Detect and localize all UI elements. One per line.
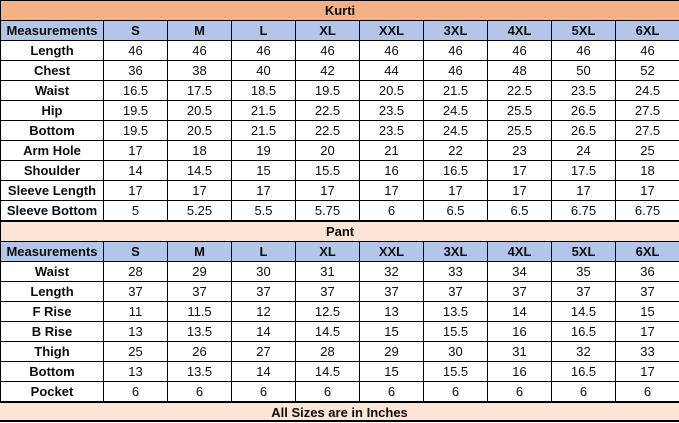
row-label: Sleeve Bottom: [1, 201, 104, 221]
measurement-value: 16: [488, 362, 552, 382]
measurement-value: 12.5: [296, 302, 360, 322]
measurement-value: 17: [232, 181, 296, 201]
measurement-value: 13.5: [168, 322, 232, 342]
measurement-value: 21.5: [232, 101, 296, 121]
measurement-value: 18: [168, 141, 232, 161]
measurement-value: 14.5: [552, 302, 616, 322]
table-title: Kurti: [1, 1, 679, 21]
measurement-value: 46: [296, 41, 360, 61]
measurement-value: 16.5: [104, 81, 168, 101]
measurement-value: 26: [168, 342, 232, 362]
measurement-value: 14: [104, 161, 168, 181]
row-label: Length: [1, 41, 104, 61]
measurement-value: 25.5: [488, 121, 552, 141]
measurement-value: 37: [232, 282, 296, 302]
row-label: Bottom: [1, 121, 104, 141]
measurement-value: 16.5: [552, 322, 616, 342]
table-title-row: [1, 222, 679, 242]
measurement-value: 23: [488, 141, 552, 161]
measurement-value: 15.5: [296, 161, 360, 181]
measurement-value: 17: [424, 181, 488, 201]
measurement-value: 30: [424, 342, 488, 362]
measurement-value: 23.5: [360, 101, 424, 121]
table-row: [1, 61, 679, 81]
measurement-value: 5: [104, 201, 168, 221]
row-label: Waist: [1, 262, 104, 282]
measurement-value: 30: [232, 262, 296, 282]
table-row: [1, 282, 679, 302]
measurement-value: 44: [360, 61, 424, 81]
measurement-value: 46: [104, 41, 168, 61]
measurement-value: 34: [488, 262, 552, 282]
measurement-value: 12: [232, 302, 296, 322]
measurement-value: 17: [616, 322, 679, 342]
measurement-value: 17: [104, 141, 168, 161]
measurement-value: 5.5: [232, 201, 296, 221]
measurement-value: 37: [488, 282, 552, 302]
measurement-value: 17: [616, 181, 679, 201]
size-header: XL: [296, 242, 360, 262]
measurement-value: 6: [296, 382, 360, 402]
measurement-value: 6.75: [552, 201, 616, 221]
size-header: XL: [296, 21, 360, 41]
units-note: All Sizes are in Inches: [0, 402, 679, 422]
measurement-value: 35: [552, 262, 616, 282]
measurement-value: 6: [104, 382, 168, 402]
measurement-value: 26.5: [552, 121, 616, 141]
table-row: [1, 161, 679, 181]
measurement-value: 29: [360, 342, 424, 362]
size-header: 6XL: [616, 242, 679, 262]
measurement-value: 17: [296, 181, 360, 201]
measurement-value: 21: [360, 141, 424, 161]
measurement-value: 24.5: [424, 121, 488, 141]
measurement-value: 32: [360, 262, 424, 282]
table-row: [1, 262, 679, 282]
row-label: Shoulder: [1, 161, 104, 181]
measurement-value: 19: [232, 141, 296, 161]
table-row: [1, 81, 679, 101]
table-row: [1, 201, 679, 221]
table-row: [1, 121, 679, 141]
table-title: Pant: [1, 222, 679, 242]
size-header: M: [168, 21, 232, 41]
measurement-value: 37: [360, 282, 424, 302]
measurement-value: 19.5: [104, 101, 168, 121]
measurement-value: 31: [296, 262, 360, 282]
size-header: 5XL: [552, 21, 616, 41]
measurement-value: 46: [424, 41, 488, 61]
table-row: [1, 362, 679, 382]
measurement-value: 14.5: [296, 322, 360, 342]
row-label: Waist: [1, 81, 104, 101]
size-header: XXL: [360, 242, 424, 262]
measurement-value: 46: [360, 41, 424, 61]
measurement-value: 46: [168, 41, 232, 61]
measurement-value: 46: [552, 41, 616, 61]
measurement-value: 46: [488, 41, 552, 61]
measurement-value: 21.5: [232, 121, 296, 141]
measurement-value: 17: [488, 181, 552, 201]
measurement-value: 6: [552, 382, 616, 402]
measurement-value: 17: [552, 181, 616, 201]
measurement-value: 16.5: [552, 362, 616, 382]
measurement-value: 14: [488, 302, 552, 322]
measurement-value: 46: [232, 41, 296, 61]
measurement-value: 17: [616, 362, 679, 382]
measurement-value: 6.5: [488, 201, 552, 221]
row-label: F Rise: [1, 302, 104, 322]
measurement-value: 13: [104, 322, 168, 342]
table-title-row: [1, 1, 679, 21]
measurement-value: 22.5: [488, 81, 552, 101]
measurement-value: 13: [360, 302, 424, 322]
size-header: 5XL: [552, 242, 616, 262]
measurement-value: 15.5: [424, 362, 488, 382]
measurement-value: 14: [232, 362, 296, 382]
measurement-value: 50: [552, 61, 616, 81]
measurement-value: 22.5: [296, 101, 360, 121]
measurement-value: 46: [424, 61, 488, 81]
measurement-value: 11.5: [168, 302, 232, 322]
measurement-value: 20.5: [360, 81, 424, 101]
measurement-value: 6.75: [616, 201, 679, 221]
measurement-value: 22.5: [296, 121, 360, 141]
measurement-value: 37: [168, 282, 232, 302]
row-label: Sleeve Length: [1, 181, 104, 201]
measurement-value: 6.5: [424, 201, 488, 221]
measurement-value: 6: [616, 382, 679, 402]
measurement-value: 20.5: [168, 101, 232, 121]
measurement-value: 20.5: [168, 121, 232, 141]
measurement-value: 23.5: [552, 81, 616, 101]
measurement-value: 37: [104, 282, 168, 302]
table-row: [1, 382, 679, 402]
measurement-value: 22: [424, 141, 488, 161]
size-header-row: [1, 242, 679, 262]
measurement-value: 17: [168, 181, 232, 201]
measurement-value: 24.5: [424, 101, 488, 121]
measurement-value: 5.25: [168, 201, 232, 221]
measurement-value: 17.5: [552, 161, 616, 181]
size-header: 4XL: [488, 242, 552, 262]
measurement-value: 40: [232, 61, 296, 81]
table-row: [1, 302, 679, 322]
measurement-value: 19.5: [296, 81, 360, 101]
measurement-value: 32: [552, 342, 616, 362]
row-label: Hip: [1, 101, 104, 121]
measurement-value: 24: [552, 141, 616, 161]
measurement-value: 36: [104, 61, 168, 81]
measurement-value: 21.5: [424, 81, 488, 101]
measurement-value: 20: [296, 141, 360, 161]
measurement-value: 13: [104, 362, 168, 382]
measurement-value: 14.5: [296, 362, 360, 382]
size-header: 3XL: [424, 21, 488, 41]
measurement-value: 11: [104, 302, 168, 322]
measurement-value: 6: [232, 382, 296, 402]
row-label: Chest: [1, 61, 104, 81]
measurement-value: 6: [488, 382, 552, 402]
measurement-value: 37: [616, 282, 679, 302]
measurement-value: 18.5: [232, 81, 296, 101]
measurement-value: 14: [232, 322, 296, 342]
table-row: [1, 41, 679, 61]
table-row: [1, 322, 679, 342]
size-header: L: [232, 21, 296, 41]
measurement-value: 29: [168, 262, 232, 282]
measurements-header: Measurements: [1, 242, 104, 262]
size-header: 3XL: [424, 242, 488, 262]
table-row: [1, 181, 679, 201]
measurement-value: 13.5: [168, 362, 232, 382]
measurement-value: 6: [424, 382, 488, 402]
measurement-value: 27.5: [616, 121, 679, 141]
measurement-value: 25.5: [488, 101, 552, 121]
measurement-value: 27.5: [616, 101, 679, 121]
measurement-value: 37: [424, 282, 488, 302]
measurement-value: 25: [104, 342, 168, 362]
measurements-header: Measurements: [1, 21, 104, 41]
size-header: M: [168, 242, 232, 262]
measurement-value: 17: [488, 161, 552, 181]
measurement-value: 37: [296, 282, 360, 302]
size-header: 4XL: [488, 21, 552, 41]
row-label: Thigh: [1, 342, 104, 362]
measurement-value: 46: [616, 41, 679, 61]
measurement-value: 17: [360, 181, 424, 201]
measurement-value: 17.5: [168, 81, 232, 101]
measurement-value: 15: [360, 362, 424, 382]
measurement-value: 33: [616, 342, 679, 362]
measurement-value: 17: [104, 181, 168, 201]
measurement-value: 24.5: [616, 81, 679, 101]
measurement-value: 23.5: [360, 121, 424, 141]
measurement-value: 5.75: [296, 201, 360, 221]
measurement-value: 18: [616, 161, 679, 181]
measurement-value: 38: [168, 61, 232, 81]
measurement-value: 27: [232, 342, 296, 362]
table-row: [1, 141, 679, 161]
table-row: [1, 342, 679, 362]
size-header: S: [104, 242, 168, 262]
row-label: Arm Hole: [1, 141, 104, 161]
measurement-value: 52: [616, 61, 679, 81]
measurement-value: 19.5: [104, 121, 168, 141]
measurement-value: 16: [360, 161, 424, 181]
row-label: B Rise: [1, 322, 104, 342]
measurement-value: 6: [360, 382, 424, 402]
measurement-value: 42: [296, 61, 360, 81]
measurement-value: 36: [616, 262, 679, 282]
row-label: Pocket: [1, 382, 104, 402]
measurement-value: 28: [104, 262, 168, 282]
pant-size-table: [0, 221, 679, 402]
measurement-value: 6: [360, 201, 424, 221]
size-header-row: [1, 21, 679, 41]
row-label: Bottom: [1, 362, 104, 382]
measurement-value: 28: [296, 342, 360, 362]
measurement-value: 6: [168, 382, 232, 402]
measurement-value: 15: [360, 322, 424, 342]
measurement-value: 25: [616, 141, 679, 161]
measurement-value: 14.5: [168, 161, 232, 181]
measurement-value: 13.5: [424, 302, 488, 322]
row-label: Length: [1, 282, 104, 302]
measurement-value: 15: [616, 302, 679, 322]
measurement-value: 37: [552, 282, 616, 302]
measurement-value: 26.5: [552, 101, 616, 121]
table-row: [1, 101, 679, 121]
measurement-value: 15.5: [424, 322, 488, 342]
measurement-value: 15: [232, 161, 296, 181]
size-header: S: [104, 21, 168, 41]
measurement-value: 16: [488, 322, 552, 342]
measurement-value: 33: [424, 262, 488, 282]
size-header: XXL: [360, 21, 424, 41]
size-header: 6XL: [616, 21, 679, 41]
size-header: L: [232, 242, 296, 262]
measurement-value: 16.5: [424, 161, 488, 181]
measurement-value: 31: [488, 342, 552, 362]
measurement-value: 48: [488, 61, 552, 81]
